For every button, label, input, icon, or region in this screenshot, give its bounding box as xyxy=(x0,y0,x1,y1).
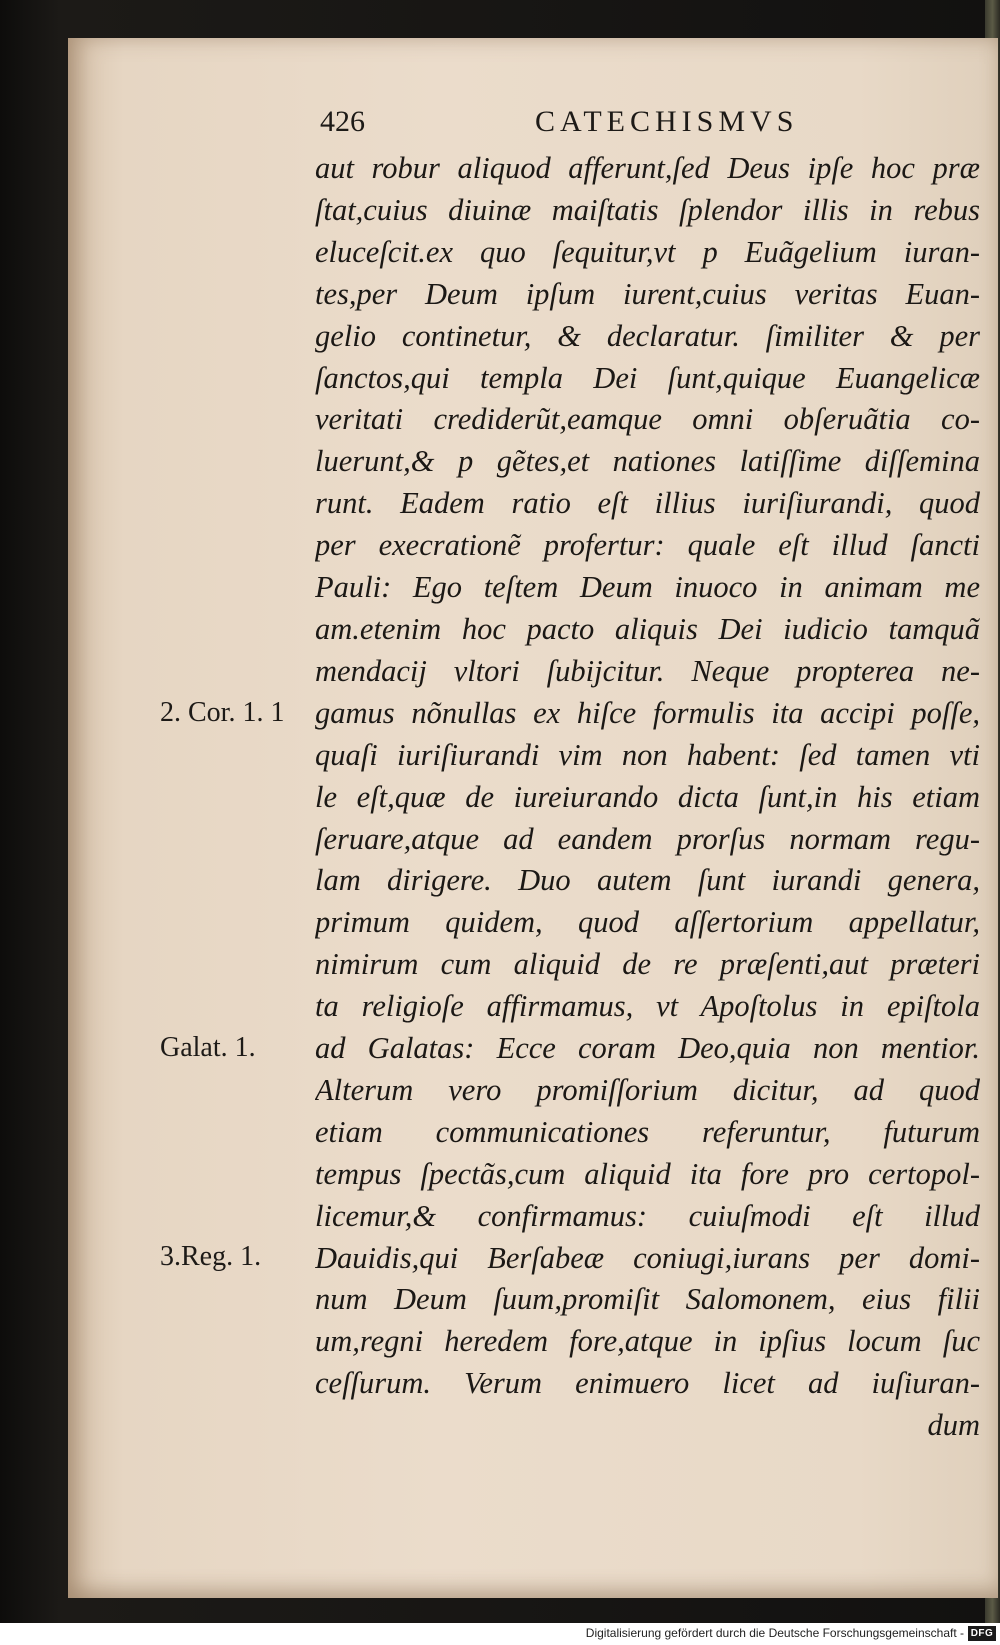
text-line: lam dirigere. Duo autem ſunt iurandi genera, xyxy=(315,863,980,898)
text-line: etiam communicationes referuntur, futurum xyxy=(315,1114,980,1149)
text-line: quaſi iuriſiurandi vim non habent: ſed tamen vti xyxy=(315,737,980,772)
text-line: dum xyxy=(927,1408,980,1443)
text-line: ſanctos,qui templa Dei ſunt,quique Euangelicæ xyxy=(315,360,980,395)
page-number: 426 xyxy=(320,105,365,138)
margin-note: Galat. 1. xyxy=(160,1031,256,1063)
text-line: licemur,& confirmamus: cuiuſmodi eſt illud xyxy=(315,1198,980,1233)
text-line: luerunt,& p gẽtes,et nationes latiſſime diſſemina xyxy=(315,444,980,479)
text-line: veritati crediderũt,eamque omni obſeruãtia co- xyxy=(315,402,980,437)
text-line: runt. Eadem ratio eſt illius iuriſiurandi, quod xyxy=(315,486,980,521)
text-line: eluceſcit.ex quo ſequitur,vt p Euãgelium iuran- xyxy=(315,234,980,269)
text-line: ſeruare,atque ad eandem prorſus normam regu- xyxy=(315,821,980,856)
text-line: gelio continetur, & declaratur. ſimiliter & per xyxy=(315,318,980,353)
text-line: um,regni heredem fore,atque in ipſius locum ſuc xyxy=(315,1324,980,1359)
page-header xyxy=(320,105,820,145)
text-line: gamus nõnullas ex hiſce formulis ita accipi poſſe, xyxy=(315,695,980,730)
text-line: ad Galatas: Ecce coram Deo,quia non mentior. xyxy=(315,1031,980,1066)
text-line: aut robur aliquod afferunt,ſed Deus ipſe hoc præ xyxy=(315,151,980,185)
footer-bar xyxy=(0,1623,1000,1645)
running-title: CATECHISMVS xyxy=(535,105,799,138)
text-line: num Deum ſuum,promiſit Salomonem, eius filii xyxy=(315,1282,980,1317)
text-line: nimirum cum aliquid de re præſenti,aut præteri xyxy=(315,947,980,982)
text-line: ceſſurum. Verum enimuero licet ad iuſiuran- xyxy=(315,1366,980,1401)
text-line: tes,per Deum ipſum iurent,cuius veritas Euan- xyxy=(315,276,980,311)
text-line: mendacij vltori ſubijcitur. Neque propterea ne- xyxy=(315,653,980,688)
text-line: ſtat,cuius diuinæ maiſtatis ſplendor illis in rebus xyxy=(315,192,980,227)
text-line: tempus ſpectãs,cum aliquid ita fore pro certopol- xyxy=(315,1156,980,1191)
dfg-logo: DFG xyxy=(968,1626,996,1641)
text-line: le eſt,quæ de iureiurando dicta ſunt,in his etiam xyxy=(315,779,980,814)
text-line: Dauidis,qui Berſabeæ coniugi,iurans per domi- xyxy=(315,1240,980,1275)
text-line: ta religioſe affirmamus, vt Apoſtolus in epiſtola xyxy=(315,989,980,1024)
margin-note: 3.Reg. 1. xyxy=(160,1241,262,1273)
main-text-block xyxy=(315,148,980,1447)
footer-credit: Digitalisierung gefördert durch die Deutsche Forschungsgemeinschaft - xyxy=(585,1626,964,1640)
text-line: Pauli: Ego teſtem Deum inuoco in animam me xyxy=(315,570,980,605)
text-line: primum quidem, quod aſſertorium appellatur, xyxy=(315,905,980,940)
margin-note: 2. Cor. 1. 1 xyxy=(160,696,285,728)
text-line: Alterum vero promiſſorium dicitur, ad quod xyxy=(315,1072,980,1107)
text-line: am.etenim hoc pacto aliquis Dei iudicio tamquã xyxy=(315,611,980,646)
text-line: per execrationẽ profertur: quale eſt illud ſancti xyxy=(315,528,980,563)
